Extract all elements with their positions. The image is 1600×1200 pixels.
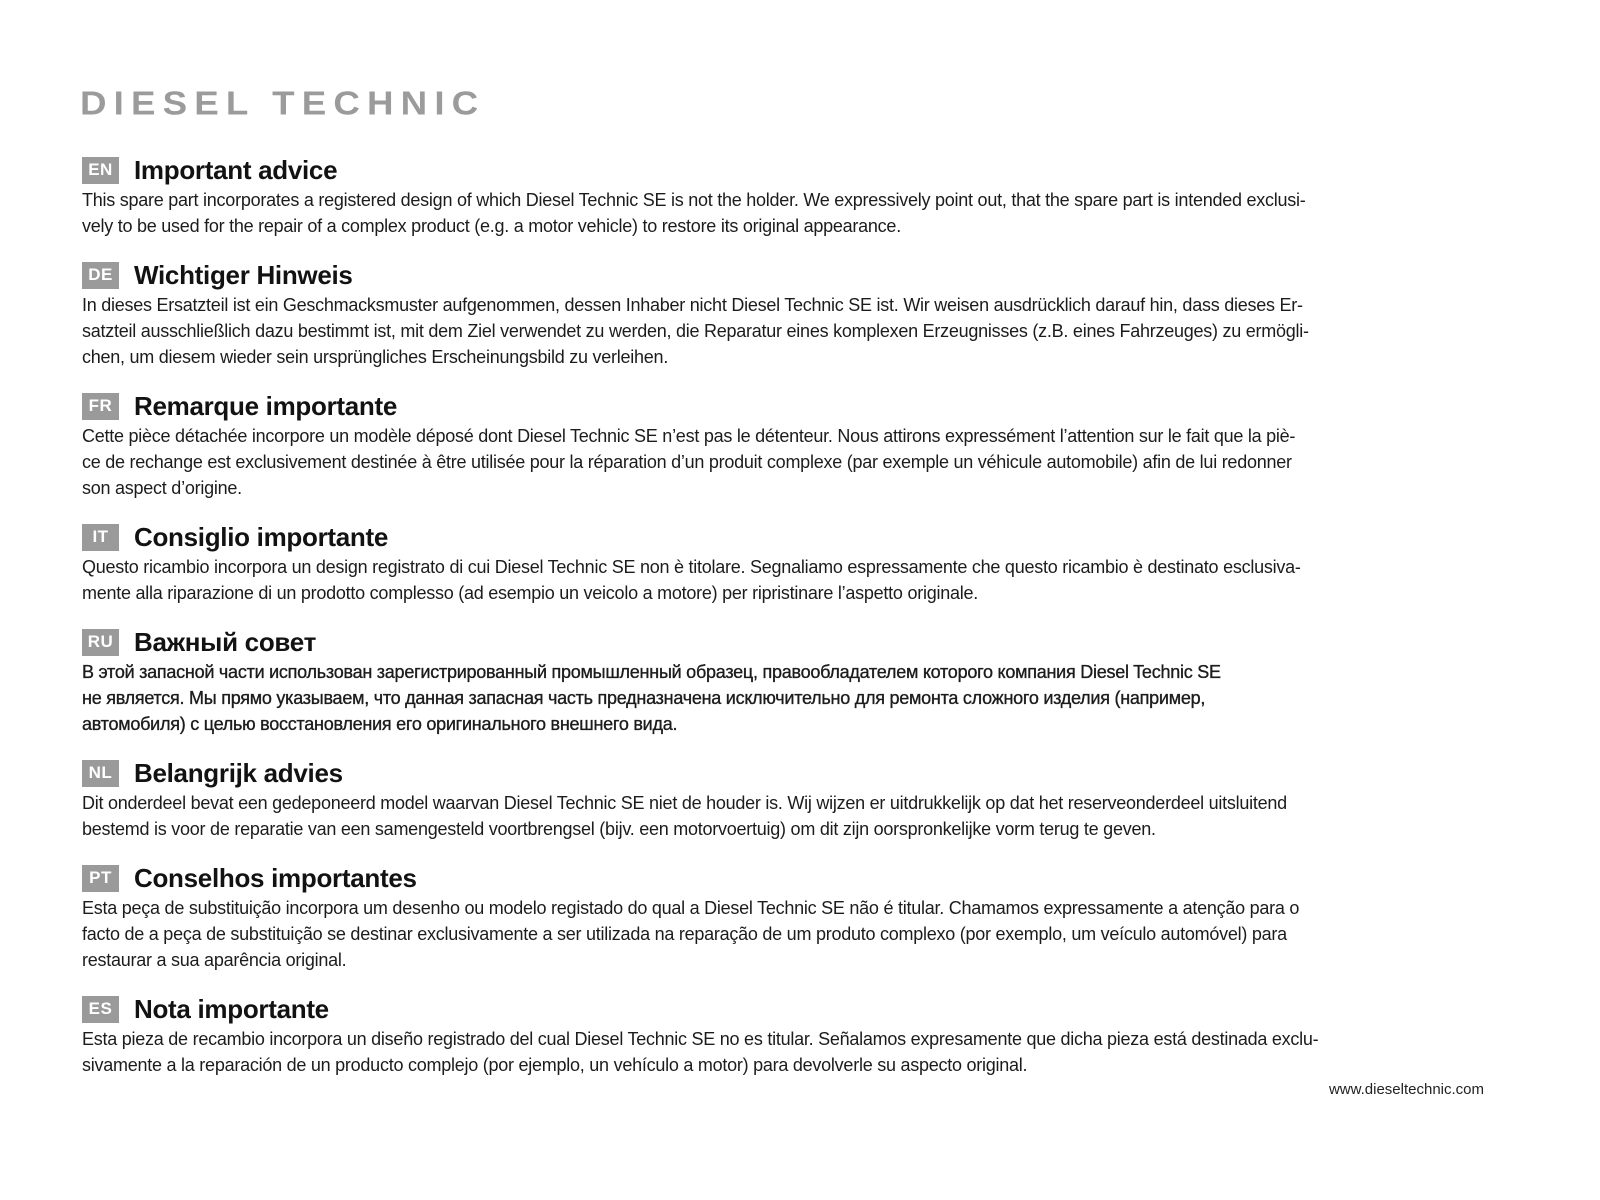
language-section	[82, 261, 1492, 370]
section-header	[82, 864, 1492, 892]
section-body	[82, 659, 1492, 737]
section-title: Important advice	[134, 154, 338, 185]
body-line: This spare part incorporates a registered design of which Diesel Technic SE is not the holder. We expressively point out, that the spare part is intended exclusi-	[82, 190, 1306, 210]
body-line: В этой запасной части использован зарегистрированный промышленный образец, правообладателем которого компания Diesel Technic SE	[82, 662, 1221, 682]
section-title: Conselhos importantes	[134, 862, 417, 893]
body-line: In dieses Ersatzteil ist ein Geschmacksmuster aufgenommen, dessen Inhaber nicht Diesel Technic SE ist. Wir weisen ausdrücklich darauf hin, dass dieses Er-	[82, 295, 1303, 315]
body-line: Cette pièce détachée incorpore un modèle déposé dont Diesel Technic SE n’est pas le détenteur. Nous attirons expressément l’attention sur le fait que la piè-	[82, 426, 1296, 446]
language-section	[82, 995, 1492, 1078]
language-section	[82, 392, 1492, 501]
body-line: restaurar a sua aparência original.	[82, 950, 347, 970]
section-header	[82, 628, 1492, 656]
notice-sections	[82, 156, 1492, 1100]
language-section	[82, 628, 1492, 737]
language-badge: EN	[82, 157, 119, 184]
body-line: vely to be used for the repair of a complex product (e.g. a motor vehicle) to restore its original appearance.	[82, 216, 901, 236]
body-line: mente alla riparazione di un prodotto complesso (ad esempio un veicolo a motore) per ripristinare l’aspetto originale.	[82, 583, 978, 603]
body-line: chen, um diesem wieder sein ursprüngliches Erscheinungsbild zu verleihen.	[82, 347, 669, 367]
section-header	[82, 261, 1492, 289]
body-line: Esta pieza de recambio incorpora un diseño registrado del cual Diesel Technic SE no es titular. Señalamos expresamente que dicha pieza está destinada exclu-	[82, 1029, 1319, 1049]
section-header	[82, 523, 1492, 551]
section-header	[82, 156, 1492, 184]
body-line: facto de a peça de substituição se destinar exclusivamente a ser utilizada na reparação de um produto complexo (por exemplo, um veículo automóvel) para	[82, 924, 1287, 944]
section-title: Remarque importante	[134, 390, 398, 421]
body-line: bestemd is voor de reparatie van een samengesteld voortbrengsel (bijv. een motorvoertuig) om dit zijn oorspronkelijke vorm terug te geven.	[82, 819, 1156, 839]
body-line: satzteil ausschließlich dazu bestimmt ist, mit dem Ziel verwendet zu werden, die Reparatur eines komplexen Erzeugnisses (z.B. eines Fahrzeuges) zu ermögli-	[82, 321, 1309, 341]
section-title: Nota importante	[134, 993, 329, 1024]
section-header	[82, 759, 1492, 787]
section-body	[82, 423, 1492, 501]
body-line: автомобиля) с целью восстановления его оригинального внешнего вида.	[82, 714, 678, 734]
body-line: Esta peça de substituição incorpora um desenho ou modelo registado do qual a Diesel Technic SE não é titular. Chamamos expressamente a atenção para o	[82, 898, 1300, 918]
section-header	[82, 995, 1492, 1023]
section-title: Важный совет	[134, 626, 317, 657]
section-body	[82, 895, 1492, 973]
body-line: Questo ricambio incorpora un design registrato di cui Diesel Technic SE non è titolare. Segnaliamo espressamente che questo ricambio è destinato esclusiva-	[82, 557, 1301, 577]
language-section	[82, 156, 1492, 239]
section-header	[82, 392, 1492, 420]
language-section	[82, 759, 1492, 842]
language-section	[82, 523, 1492, 606]
section-body	[82, 1026, 1492, 1078]
language-badge: RU	[82, 629, 119, 656]
section-body	[82, 187, 1492, 239]
language-badge: PT	[82, 865, 119, 892]
body-line: Dit onderdeel bevat een gedeponeerd model waarvan Diesel Technic SE niet de houder is. Wij wijzen er uitdrukkelijk op dat het reserveonderdeel uitsluitend	[82, 793, 1287, 813]
language-badge: NL	[82, 760, 119, 787]
section-body	[82, 554, 1492, 606]
section-body	[82, 790, 1492, 842]
body-line: не является. Мы прямо указываем, что данная запасная часть предназначена исключительно для ремонта сложного изделия (например,	[82, 688, 1206, 708]
website-link[interactable]: www.dieseltechnic.com	[1328, 1081, 1484, 1098]
body-line: son aspect d’origine.	[82, 478, 242, 498]
section-title: Belangrijk advies	[134, 757, 343, 788]
language-badge: DE	[82, 262, 119, 289]
language-badge: IT	[82, 524, 119, 551]
body-line: sivamente a la reparación de un producto complejo (por ejemplo, un vehículo a motor) para devolverle su aspecto original.	[82, 1055, 1028, 1075]
language-section	[82, 864, 1492, 973]
section-title: Consiglio importante	[134, 521, 389, 552]
diesel-technic-logo: DIESEL TECHNIC	[80, 84, 486, 122]
language-badge: ES	[82, 996, 119, 1023]
language-badge: FR	[82, 393, 119, 420]
section-body	[82, 292, 1492, 370]
section-title: Wichtiger Hinweis	[134, 259, 353, 290]
body-line: ce de rechange est exclusivement destinée à être utilisée pour la réparation d’un produit complexe (par exemple un véhicule automobile) afin de lui redonner	[82, 452, 1292, 472]
